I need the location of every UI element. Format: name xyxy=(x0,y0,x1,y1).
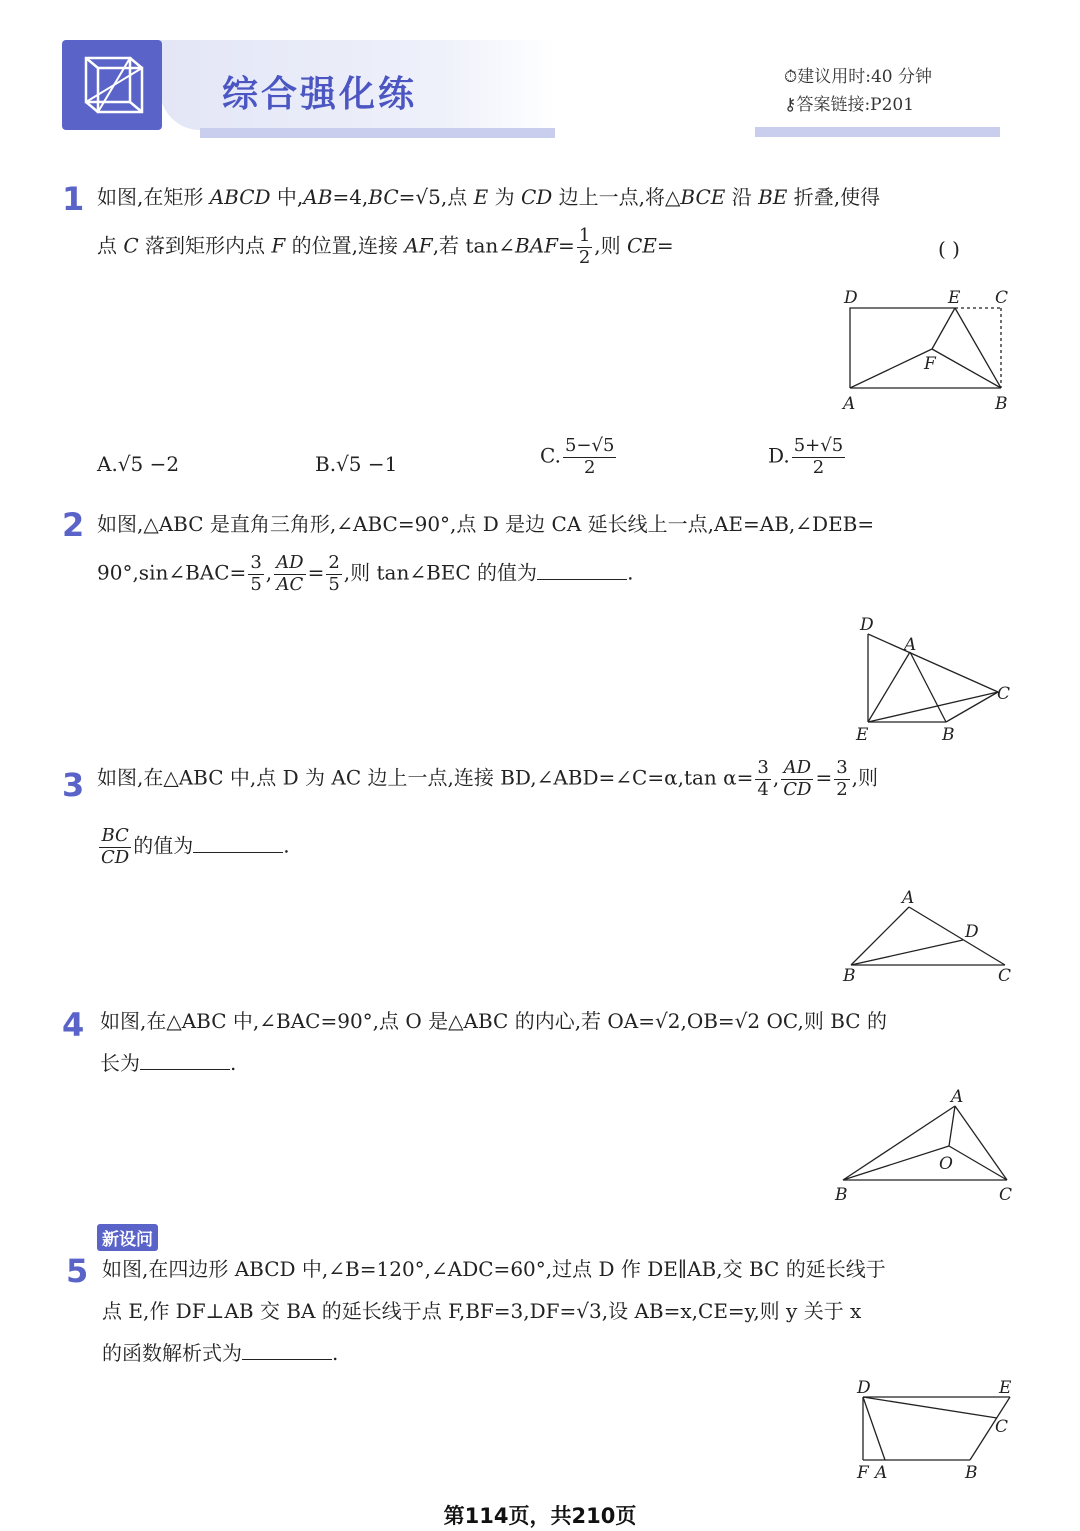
figure-1 xyxy=(835,285,1020,415)
question-4-number: 4 xyxy=(62,1006,85,1044)
question-3-number: 3 xyxy=(62,766,85,804)
fig2-label-a: A xyxy=(904,635,917,655)
fig3-label-b: B xyxy=(843,966,856,985)
page-number: 第114页，共210页 xyxy=(443,1504,637,1528)
question-1-number: 1 xyxy=(62,180,85,218)
fig1-label-c: C xyxy=(995,288,1009,308)
answer-paren[interactable]: ( ) xyxy=(938,237,960,261)
meta-underline xyxy=(755,127,1000,137)
answer-blank-3[interactable] xyxy=(193,852,283,853)
question-1-line-1: 如图,在矩形 ABCD 中,AB=4,BC=√5,点 E 为 CD 边上一点,将△BCE 沿 BE 折叠,使得 xyxy=(97,185,881,209)
answer-blank-2[interactable] xyxy=(537,579,627,580)
option-c[interactable]: C. $\frac{5-√5}{2}$ xyxy=(540,435,615,478)
fig5-label-b: B xyxy=(965,1463,978,1483)
fig4-bo xyxy=(843,1146,949,1180)
option-b[interactable]: B.√5 −1 xyxy=(315,452,398,476)
fig3-bd xyxy=(851,940,963,965)
fig4-ao xyxy=(949,1106,955,1146)
fig1-label-d: D xyxy=(844,288,858,308)
figure-2 xyxy=(850,612,1020,747)
question-5-line-3: 的函数解析式为 . xyxy=(102,1341,339,1365)
fig3-label-a: A xyxy=(902,888,915,908)
fig1-rect-edges xyxy=(850,308,955,388)
fig3-label-d: D xyxy=(965,922,979,942)
fig4-ac xyxy=(955,1106,1007,1180)
suggested-time: ⏱建议用时:40 分钟 xyxy=(784,67,933,87)
fig5-label-a: A xyxy=(875,1463,888,1483)
fig5-da xyxy=(863,1397,885,1460)
question-3-line-2: $\frac{BC}{CD}$ 的值为 . xyxy=(101,825,290,868)
key-icon: ⚷ xyxy=(784,95,797,115)
fig1-label-e: E xyxy=(948,288,961,308)
fig1-eb xyxy=(955,308,1001,388)
fig5-label-d: D xyxy=(857,1378,871,1398)
fig1-label-a: A xyxy=(843,394,856,414)
question-1-line-2: 点 C 落到矩形内点 F 的位置,连接 AF,若 tan∠BAF= $\frac{1}{2}$ ,则 CE= xyxy=(97,225,674,268)
section-title: 综合强化练 xyxy=(222,74,418,115)
header-underline xyxy=(200,128,555,138)
figure-3 xyxy=(835,885,1020,985)
fig4-oc xyxy=(949,1146,1007,1180)
question-2-number: 2 xyxy=(62,506,85,544)
question-5-line-2: 点 E,作 DF⊥AB 交 BA 的延长线于点 F,BF=3,DF=√3,设 AB=x,CE=y,则 y 关于 x xyxy=(102,1299,862,1323)
fig3-ba xyxy=(851,907,909,965)
cube-logo-icon xyxy=(62,40,162,130)
question-2-line-1: 如图,△ABC 是直角三角形,∠ABC=90°,点 D 是边 CA 延长线上一点,AE=AB,∠DEB= xyxy=(97,512,875,536)
clock-icon: ⏱ xyxy=(784,67,798,87)
fig5-label-f: F xyxy=(857,1463,869,1483)
answer-blank-4[interactable] xyxy=(140,1069,230,1070)
question-5-line-1: 如图,在四边形 ABCD 中,∠B=120°,∠ADC=60°,过点 D 作 DE∥AB,交 BC 的延长线于 xyxy=(102,1257,886,1281)
fig2-dc xyxy=(868,634,998,692)
fig2-label-b: B xyxy=(942,725,955,745)
figure-4 xyxy=(825,1082,1020,1207)
question-5-number: 5 xyxy=(66,1252,89,1290)
option-d[interactable]: D. $\frac{5+√5}{2}$ xyxy=(768,435,844,478)
fig4-label-a: A xyxy=(951,1087,964,1107)
answer-blank-5[interactable] xyxy=(242,1359,332,1360)
fig2-label-e: E xyxy=(856,725,869,745)
fig3-ac xyxy=(909,907,1005,965)
fig1-af xyxy=(850,349,932,388)
fig5-dc xyxy=(863,1397,997,1418)
fig4-label-o: O xyxy=(939,1154,953,1174)
question-2-line-2: 90°,sin∠BAC= $\frac{3}{5}$ , $\frac{AD}{AC}$ = $\frac{2}{5}$ ,则 tan∠BEC 的值为 . xyxy=(97,552,634,595)
new-question-tag: 新设问 xyxy=(97,1224,158,1251)
question-4-line-1: 如图,在△ABC 中,∠BAC=90°,点 O 是△ABC 的内心,若 OA=√2,OB=√2 OC,则 BC 的 xyxy=(100,1009,887,1033)
figure-5 xyxy=(845,1372,1020,1487)
fig5-label-c: C xyxy=(995,1417,1009,1437)
fig1-ef xyxy=(932,308,955,349)
fig1-label-b: B xyxy=(995,394,1008,414)
fig2-label-c: C xyxy=(997,684,1011,704)
fig1-fb xyxy=(932,349,1001,388)
answer-link: ⚷答案链接:P201 xyxy=(784,95,915,115)
fig4-label-c: C xyxy=(999,1185,1013,1205)
fig2-bc xyxy=(946,692,998,722)
fig3-label-c: C xyxy=(998,966,1012,985)
question-3-line-1: 如图,在△ABC 中,点 D 为 AC 边上一点,连接 BD,∠ABD=∠C=α,tan α= $\frac{3}{4}$ , $\frac{AD}{CD}$ = $\frac{3}{2}$ ,则 xyxy=(97,757,879,800)
fig5-label-e: E xyxy=(999,1378,1012,1398)
question-4-line-2: 长为 . xyxy=(100,1051,237,1075)
fig2-ea xyxy=(868,652,910,722)
fig1-label-f: F xyxy=(924,354,936,374)
option-a[interactable]: A.√5 −2 xyxy=(97,452,180,476)
fig2-label-d: D xyxy=(860,615,874,635)
fig4-label-b: B xyxy=(835,1185,848,1205)
